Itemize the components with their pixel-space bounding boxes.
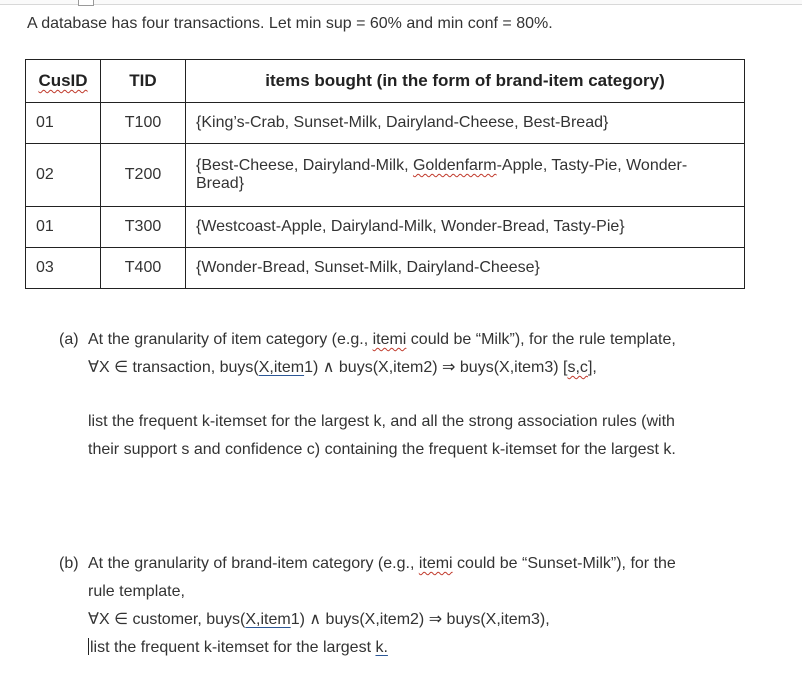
- table-row: [26, 248, 745, 289]
- cell-cusid: 01: [26, 103, 101, 144]
- question-b-line2: rule template,: [88, 583, 185, 600]
- table-header-row: [26, 60, 745, 103]
- transactions-table: [25, 59, 745, 289]
- cell-tid: T200: [101, 144, 186, 207]
- question-a-line1: At the granularity of item category (e.g., itemi could be “Milk”), for the rule template,: [88, 331, 676, 348]
- cell-tid: T100: [101, 103, 186, 144]
- cell-cusid: 02: [26, 144, 101, 207]
- table-row: [26, 144, 745, 207]
- cell-tid: T400: [101, 248, 186, 289]
- cell-items: {Wonder-Bread, Sunset-Milk, Dairyland-Cheese}: [186, 248, 745, 289]
- question-b-rule: ∀X ∈ customer, buys(X,item1) ∧ buys(X,item2) ⇒ buys(X,item3),: [88, 611, 550, 628]
- question-b-line4: list the frequent k-itemset for the largest k.: [90, 639, 388, 656]
- top-border: [0, 0, 802, 5]
- question-a-para1: list the frequent k-itemset for the largest k, and all the strong association rules (with: [88, 413, 675, 430]
- question-a-label: (a): [59, 331, 79, 348]
- cell-items: {Best-Cheese, Dairyland-Milk, Goldenfarm-Apple, Tasty-Pie, Wonder- Bread}: [186, 144, 745, 207]
- cell-items: {King’s-Crab, Sunset-Milk, Dairyland-Cheese, Best-Bread}: [186, 103, 745, 144]
- cell-items: {Westcoast-Apple, Dairyland-Milk, Wonder-Bread, Tasty-Pie}: [186, 207, 745, 248]
- ruler-marker: [78, 0, 94, 6]
- table-row: [26, 103, 745, 144]
- text-cursor: [88, 638, 89, 655]
- question-b: [59, 550, 739, 662]
- table-row: [26, 207, 745, 248]
- cell-tid: T300: [101, 207, 186, 248]
- header-tid: TID: [101, 60, 186, 103]
- question-b-line1: At the granularity of brand-item category (e.g., itemi could be “Sunset-Milk”), for the: [88, 555, 676, 572]
- question-a-rule: ∀X ∈ transaction, buys(X,item1) ∧ buys(X,item2) ⇒ buys(X,item3) [s,c],: [88, 359, 597, 376]
- intro-text: A database has four transactions. Let min sup = 60% and min conf = 80%.: [27, 15, 553, 32]
- header-items: items bought (in the form of brand-item category): [186, 60, 745, 103]
- cell-cusid: 03: [26, 248, 101, 289]
- header-cusid: CusID: [26, 60, 101, 103]
- cell-cusid: 01: [26, 207, 101, 248]
- question-b-label: (b): [59, 555, 79, 572]
- question-a-para2: their support s and confidence c) containing the frequent k-itemset for the largest k.: [88, 441, 676, 458]
- question-a: [59, 326, 739, 464]
